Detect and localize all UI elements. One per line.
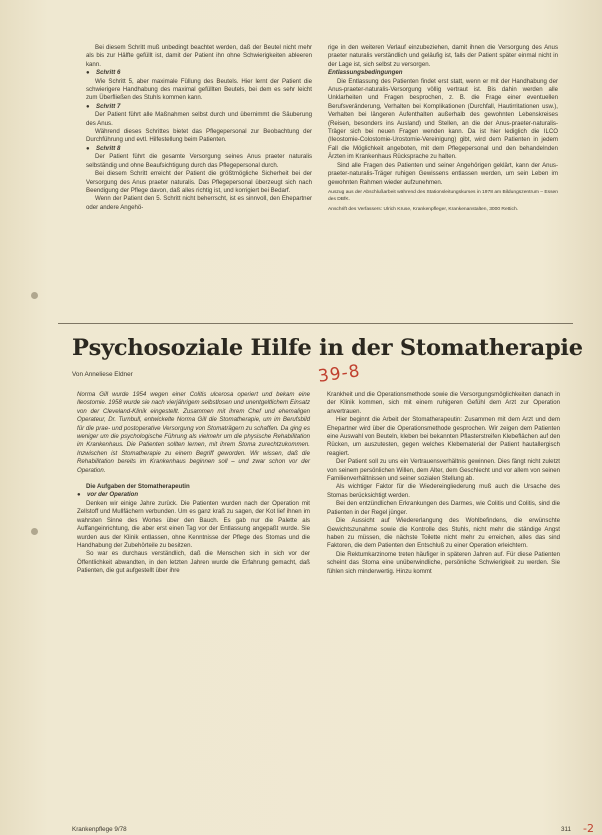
paragraph: Der Patient soll zu uns ein Vertrauensverhältnis gewinnen. Dies fängt nicht zuletzt von seinem persönlichen Willen, dem Alter, dem Geschlecht und vor allem von seinen Familienverhältnissen und seiner sozialen Stellung ab. bbox=[327, 458, 560, 483]
article-left-column bbox=[77, 391, 310, 576]
paragraph: Die Rektumkarzinome treten häufiger in späteren Jahren auf. Für diese Patienten scheint das Stoma eine unüberwindliche, persönliche Schwierigkeit zu werden. Sie fühlen sich minderwertig. Hinzu kommt bbox=[327, 550, 560, 575]
paragraph: Der Patient führt alle Maßnahmen selbst durch und übernimmt die Säuberung des Anus. bbox=[86, 111, 312, 127]
article-right-column bbox=[327, 391, 560, 576]
paragraph: Bei den entzündlichen Erkrankungen des Darmes, wie Colitis und Colitis, sind die Patienten in der Regel jünger. bbox=[327, 500, 560, 516]
paragraph: Die Entlassung des Patienten findet erst statt, wenn er mit der Handhabung der Anus-praeter-naturalis-Versorgung völlig vertraut ist. Bis dahin werden alle Unklarheiten und Fragen besprochen, z. B. die Frage einer eventuellen Berufsveränderung, Verhalten bei Komplikationen (Durchfall, Hautirritationen usw.), Verhalten bei längeren Aufenthalten außerhalb des gewohnten Lebenskreises (Reisen, besonders ins Ausland) und Stellen, an die der Anus-praeter-naturalis-Träger sich bei neuen Fragen wenden kann. Da ist hier lediglich die ILCO (Ileostomie-Colostomie-Urostomie-Vereinigung) gibt, wird dem Patienten in jedem Fall die Möglichkeit angeboten, mit dem Pflegepersonal und den behandelnden Ärzten im Krankenhaus Rücksprache zu halten. bbox=[328, 77, 558, 161]
paragraph: Der Patient führt die gesamte Versorgung seines Anus praeter naturalis selbständig und ohne Beaufsichtigung durch das Pflegepersonal durch. bbox=[86, 153, 312, 169]
article-left-paragraphs bbox=[77, 500, 310, 576]
list-item: ● Schritt 7 bbox=[86, 103, 312, 111]
upper-right-column bbox=[328, 44, 558, 213]
article-author: Von Anneliese Eldner bbox=[72, 371, 133, 378]
section-heading: Die Aufgaben der Stomatherapeutin bbox=[86, 483, 190, 491]
subheading: Entlassungsbedingungen bbox=[328, 69, 403, 77]
paragraph: Die Aussicht auf Wiedererlangung des Wohlbefindens, die erwünschte Gewichtszunahme sowie die Kontrolle des Stuhls, nicht mehr die ständige Angst haben zu müssen, die nächste Toilette nicht mehr zu erreichen, alles das sind Faktoren, die dem Patienten den Entschluß zu einer Operation erleichtern. bbox=[327, 517, 560, 550]
punch-hole bbox=[31, 292, 38, 299]
punch-hole bbox=[31, 528, 38, 535]
article-intro: Norma Gill wurde 1954 wegen einer Colitis ulcerosa operiert und bekam eine Ileostomie. 1958 wurde sie nach vierjährigem selbstlosen und unentgeltlichem Einsatz von der Cleveland-Klinik eingestellt. Zusammen mit ihrem Chef und ehemaligen Operateur, Dr. Turnbull, entwickelte Norma Gill die Stomatherapie, um im Berufsbild für die prae- und postoperative Versorgung von Stomaträgern zu schaffen. Da ging es weniger um die psychologische Führung als vielmehr um die physische Rehabilitation im Krankenhaus. Die Patienten sollten lernen, mit ihrem Stoma zurechtzukommen. Inzwischen ist Stomatherapie zu einem Begriff geworden. Wir wissen, daß die Rehabilitation bereits im Krankenhaus beginnen soll – und zwar schon vor der Operation. bbox=[77, 391, 310, 474]
paragraph: Wenn der Patient den 5. Schritt nicht beherrscht, ist es sinnvoll, den Ehepartner oder andere Angehö- bbox=[86, 195, 312, 211]
paragraph: rige in den weiteren Verlauf einzubeziehen, damit ihnen die Versorgung des Anus praeter naturalis verständlich und geläufig ist, falls der Patient später einmal nicht in der Lage ist, sich selbst zu versorgen. bbox=[328, 44, 558, 68]
handwritten-annotation: 39-8 bbox=[316, 361, 362, 387]
footnote: Anschrift des Verfassers: Ulrich Kruse, Krankenpfleger, Krankenanstalten, 3000 Rettich. bbox=[328, 206, 519, 212]
paragraph: Bei diesem Schritt muß unbedingt beachtet werden, daß der Beutel nicht mehr als bis zur Hälfte gefüllt ist, damit der Patient ihn ohne Schwierigkeiten ableeren kann. bbox=[86, 44, 312, 68]
paragraph: So war es durchaus verständlich, daß die Menschen sich in sich vor der Öffentlichkeit abwandten, in den letzten Jahren wurde die Erfahrung gemacht, daß Patienten, die gut aufgestellt über ihre bbox=[77, 550, 310, 575]
footer-journal: Krankenpflege 9/78 bbox=[72, 826, 127, 833]
separator-line bbox=[58, 323, 573, 324]
paragraph: Wie Schritt 5, aber maximale Füllung des Beutels. Hier lernt der Patient die schwierigere Handhabung des maximal gefüllten Beutels, bei dem es sehr leicht zum Überfließen des Stuhls kommen kann. bbox=[86, 77, 312, 102]
footer-page-number: 311 bbox=[561, 826, 572, 833]
article-title: Psychosoziale Hilfe in der Stomatherapie bbox=[72, 335, 583, 361]
list-item: ● Schritt 8 bbox=[86, 145, 312, 153]
handwritten-page-mark: -2 bbox=[583, 822, 594, 835]
footnote: Auszug aus der Abschlußarbeit während des Stationsleitungskurses in 1978 am Bildungszentrum – Essen des DBfK. bbox=[328, 189, 558, 202]
paragraph: Krankheit und die Operationsmethode sowie die Versorgungsmöglichkeiten danach in der Klinik kommen, sich mit einem ruhigeren Gefühl dem Arzt zur Operation anvertrauen. bbox=[327, 391, 560, 415]
paragraph: Bei diesem Schritt erreicht der Patient die größtmögliche Sicherheit bei der Versorgung des Anus praeter naturalis. Das Pflegepersonal überzeugt sich nach Beendigung der Pflege davon, daß alles richtig ist, und korrigiert bei Bedarf. bbox=[86, 170, 312, 194]
list-item: ● Schritt 6 bbox=[86, 69, 312, 77]
upper-left-column bbox=[86, 44, 312, 212]
paragraph: Hier beginnt die Arbeit der Stomatherapeutin: Zusammen mit dem Arzt und dem Ehepartner wird über die Operationsmethode gesprochen. Wir zeigen dem Patienten eine Auswahl von Beuteln, kleben bei bekannten Pflasterstreifen Klebeflächen auf den Rücken, um auszutesten, gegen welches Klebematerial der Patient hautallergisch reagiert. bbox=[327, 416, 560, 457]
paragraph: Während dieses Schrittes bietet das Pflegepersonal zur Beobachtung der Durchführung und evtl. Hilfestellung beim Patienten. bbox=[86, 128, 312, 144]
paragraph: Sind alle Fragen des Patienten und seiner Angehörigen geklärt, kann der Anus-praeter-naturalis-Träger ruhigen Gewissens entlassen werden, um sein Leben im gewohnten Rahmen wieder aufzunehmen. bbox=[328, 161, 558, 186]
paragraph: Als wichtiger Faktor für die Wiedereingliederung muß auch die Ursache des Stomas berücksichtigt werden. bbox=[327, 483, 560, 499]
paragraph: Denken wir einige Jahre zurück. Die Patienten wurden nach der Operation mit Zellstoff und Mullfächern verbunden. Um es ganz kraß zu sagen, der Kot lief ihnen im wahrsten Sinne des Wortes über den Bauch. Es gab nur die Palette als Auffangeinrichtung, die aber erst einen Tag vor der Entlassung angepaßt wurde. Sie wurden aus der Klinik entlassen, ohne Kenntnisse der Pflege des Stomas und die Handhabung der Zubehörteile zu besitzen. bbox=[77, 499, 310, 549]
list-item: ● vor der Operation bbox=[77, 491, 310, 499]
